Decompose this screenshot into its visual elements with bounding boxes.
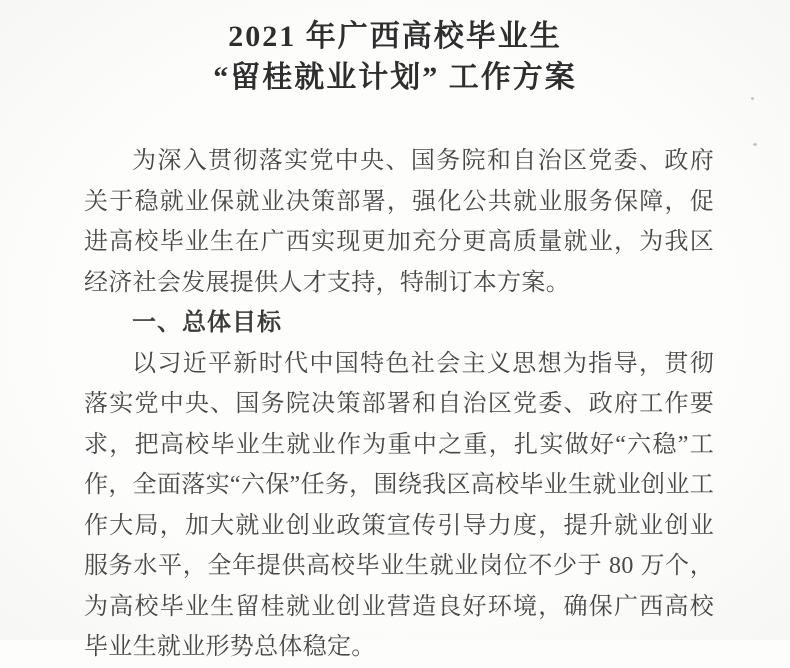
document-title-line-1: 2021 年广西高校毕业生 [228, 20, 562, 53]
section-heading-overall-goal: 一、总体目标 [132, 309, 282, 336]
paragraph-intro: 为深入贯彻落实党中央、国务院和自治区党委、政府关于稳就业保就业决策部署，强化公共就业服务保障，促进高校毕业生在广西实现更加充分更高质量就业，为我区经济社会发展提供人才支持，特制订本方案。 [84, 148, 714, 296]
document-title-line-2: “留桂就业计划” 工作方案 [213, 61, 577, 94]
scan-speck [751, 97, 754, 100]
scan-speck [753, 143, 757, 146]
document-title [0, 16, 790, 98]
paragraph-overall-goal: 以习近平新时代中国特色社会主义思想为指导，贯彻落实党中央、国务院决策部署和自治区党委、政府工作要求，把高校毕业生就业作为重中之重，扎实做好“六稳”工作，全面落实“六保”任务，围绕我区高校毕业生就业创业工作大局，加大就业创业政策宣传引导力度，提升就业创业服务水平，全年提供高校毕业生就业岗位不少于 80 万个，为高校毕业生留桂就业创业营造良好环境，确保广西高校毕业生就业形势总体稳定。 [84, 350, 714, 660]
document-body [84, 141, 714, 668]
